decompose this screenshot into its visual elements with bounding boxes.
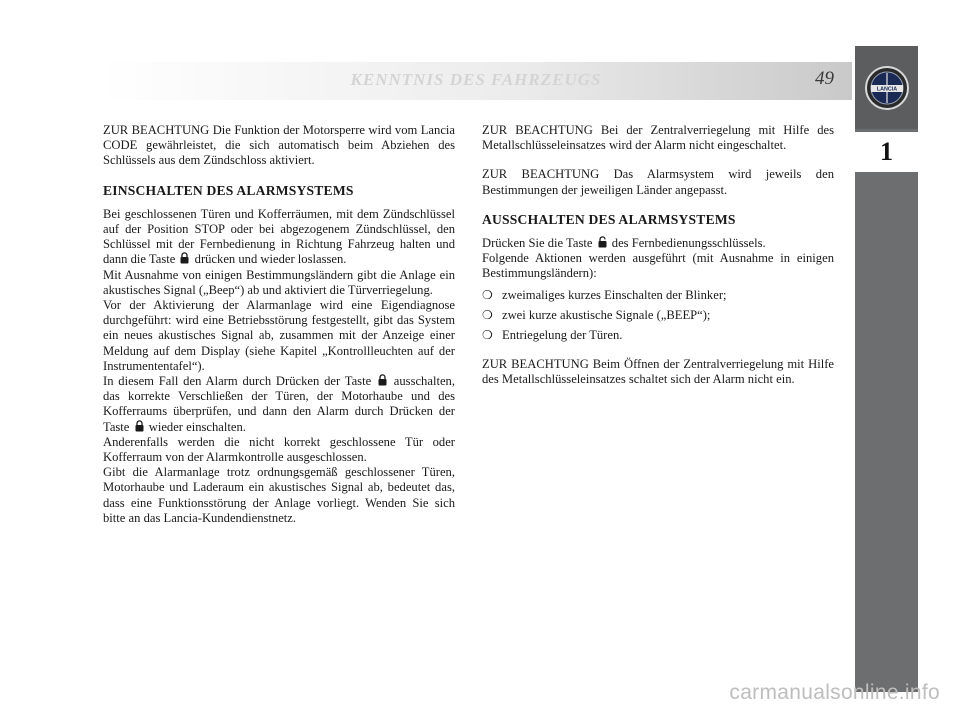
note-central-locking: ZUR BEACHTUNG Bei der Zentralverriegelung mit Hilfe des Metallschlüsseleinsatzes wird der Alarm nicht eingeschaltet. xyxy=(482,123,834,153)
left-column xyxy=(103,123,455,526)
note-opening: ZUR BEACHTUNG Beim Öffnen der Zentralverriegelung mit Hilfe des Metallschlüsseleinsatzes schaltet sich der Alarm nicht ein. xyxy=(482,357,834,387)
list-item xyxy=(482,308,834,323)
actions-list xyxy=(482,288,834,344)
bullet-marker: ❍ xyxy=(482,287,493,302)
lancia-logo-icon xyxy=(864,65,910,111)
lock-icon xyxy=(135,420,144,432)
list-item xyxy=(482,288,834,303)
disarming-text-start: Drücken Sie die Taste xyxy=(482,236,593,251)
note-lancia-code: ZUR BEACHTUNG Die Funktion der Motorsperre wird vom Lancia CODE gewährleistet, die sich automatisch beim Abziehen des Schlüssels aus dem Zündschloss aktiviert. xyxy=(103,123,455,168)
list-item-text: zweimaliges kurzes Einschalten der Blinker; xyxy=(502,287,727,302)
fault-text-end: wieder einschalten. xyxy=(148,419,246,434)
disarming-text-end: des Fernbedienungsschlüssels. xyxy=(611,236,766,251)
fault-text-start: In diesem Fall den Alarm durch Drücken der Taste xyxy=(103,374,372,389)
arming-text-end: drücken und wieder loslassen. xyxy=(194,252,347,267)
bullet-marker: ❍ xyxy=(482,307,493,322)
page-number: 49 xyxy=(815,68,834,89)
chapter-number: 1 xyxy=(855,132,918,172)
paragraph-arming xyxy=(103,207,455,268)
lock-icon xyxy=(180,252,189,264)
unlock-icon xyxy=(598,236,607,248)
header-title: KENNTNIS DES FAHRZEUGS xyxy=(350,70,602,89)
list-item-text: zwei kurze akustische Signale („BEEP“); xyxy=(502,307,711,322)
running-header xyxy=(100,62,852,100)
logo-lettering: LANCIA xyxy=(876,86,897,93)
chapter-sidebar xyxy=(855,46,918,692)
paragraph-self-diagnosis: Vor der Aktivierung der Alarmanlage wird eine Eigendiagnose durchgeführt: wird eine Betriebsstörung festgestellt, gibt das System ein neues akustisches Signal ab, zusammen mit der Anzeige einer Meldung auf dem Display (siehe Kapitel „Kontrollleuchten auf der Instrumententafel“). xyxy=(103,298,455,373)
watermark: carmanualsonline.info xyxy=(729,681,940,704)
note-country-rules: ZUR BEACHTUNG Das Alarmsystem wird jeweils den Bestimmungen der jeweiligen Länder angepasst. xyxy=(482,167,834,197)
lancia-logo xyxy=(855,46,918,129)
arming-text-start: Bei geschlossenen Türen und Kofferräumen, mit dem Zündschlüssel auf der Position STOP oder bei abgezogenem Zündschlüssel, den Schlüssel mit der Fernbedienung in Richtung Fahrzeug halten und dann die Taste xyxy=(103,206,455,267)
heading-alarm-off: AUSSCHALTEN DES ALARMSYSTEMS xyxy=(482,211,736,227)
list-item-text: Entriegelung der Türen. xyxy=(502,328,623,343)
lock-icon xyxy=(378,374,387,386)
right-column xyxy=(482,123,834,388)
paragraph-actions: Folgende Aktionen werden ausgeführt (mit Ausnahme in einigen Bestimmungsländern): xyxy=(482,251,834,281)
paragraph-disarming xyxy=(482,236,834,251)
bullet-marker: ❍ xyxy=(482,328,493,343)
paragraph-malfunction: Gibt die Alarmanlage trotz ordnungsgemäß geschlossener Türen, Motorhaube und Laderaum ein akustisches Signal ab, bedeutet das, dass eine Funktionsstörung der Anlage vorliegt. Wenden Sie sich bitte an das Lancia-Kundendienstnetz. xyxy=(103,465,455,525)
heading-alarm-on: EINSCHALTEN DES ALARMSYSTEMS xyxy=(103,182,354,198)
fault-text-middle: ausschalten, das korrekte Verschließen der Türen, der Motorhaube und des Kofferraums überprüfen, und dann den Alarm durch Drücken der Taste xyxy=(103,374,455,434)
list-item xyxy=(482,328,834,343)
paragraph-beep: Mit Ausnahme von einigen Bestimmungsländern gibt die Anlage ein akustisches Signal („Beep“) ab und aktiviert die Türverriegelung. xyxy=(103,267,455,297)
paragraph-excluded: Anderenfalls werden die nicht korrekt geschlossene Tür oder Kofferraum von der Alarmkontrolle ausgeschlossen. xyxy=(103,434,455,465)
paragraph-fault-case xyxy=(103,374,455,435)
